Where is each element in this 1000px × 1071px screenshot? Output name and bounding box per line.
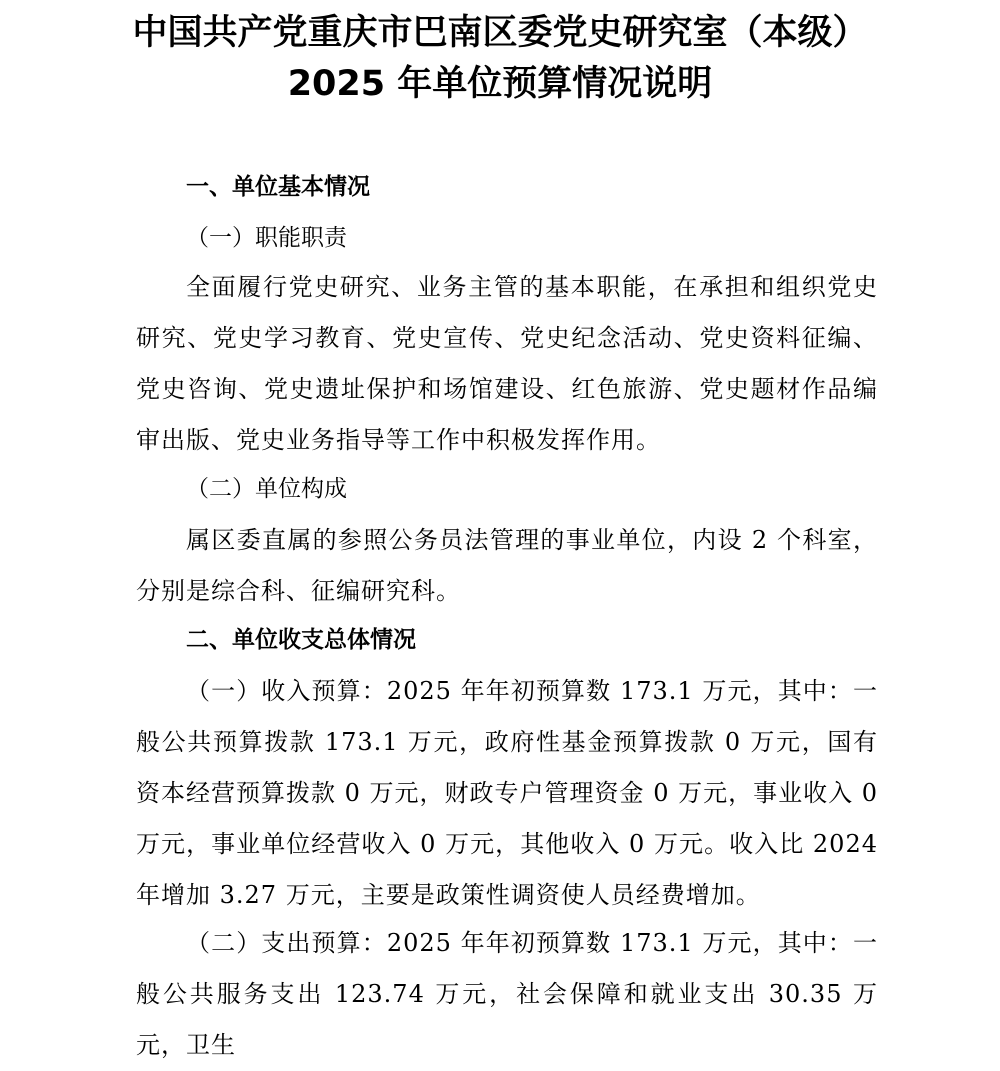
section1-sub2-paragraph: 属区委直属的参照公务员法管理的事业单位，内设 2 个科室，分别是综合科、征编研究科。 xyxy=(136,526,878,605)
section2-expense-paragraph xyxy=(136,918,878,1071)
income-lead: （一）收入预算： xyxy=(186,677,387,705)
document-title-line2: 2025 年单位预算情况说明 xyxy=(287,64,713,104)
expense-lead: （二）支出预算： xyxy=(186,929,387,957)
section1-sub1-heading: （一）职能职责 xyxy=(186,225,347,251)
section1-sub2-heading: （二）单位构成 xyxy=(186,476,347,502)
income-text: 2025 年年初预算数 173.1 万元，其中：一般公共预算拨款 173.1 万元，政府性基金预算拨款 0 万元，国有资本经营预算拨款 0 万元，财政专户管理资金 0 万元，事业收入 0 万元，事业单位经营收入 0 万元，其他收入 0 万元。收入比 2024 年增加 3.27 万元，主要是政策性调资使人员经费增加。 xyxy=(136,677,879,909)
section1-heading: 一、单位基本情况 xyxy=(186,174,370,200)
document-title-line1: 中国共产党重庆市巴南区委党史研究室（本级） xyxy=(132,13,868,53)
section2-heading: 二、单位收支总体情况 xyxy=(186,627,416,653)
expense-text: 2025 年年初预算数 173.1 万元，其中：一般公共服务支出 123.74 万元，社会保障和就业支出 30.35 万元，卫生 xyxy=(136,929,879,1059)
section1-sub1-paragraph: 全面履行党史研究、业务主管的基本职能，在承担和组织党史研究、党史学习教育、党史宣传、党史纪念活动、党史资料征编、党史咨询、党史遗址保护和场馆建设、红色旅游、党史题材作品编审出版、党史业务指导等工作中积极发挥作用。 xyxy=(136,273,878,454)
section2-income-paragraph xyxy=(136,666,878,921)
